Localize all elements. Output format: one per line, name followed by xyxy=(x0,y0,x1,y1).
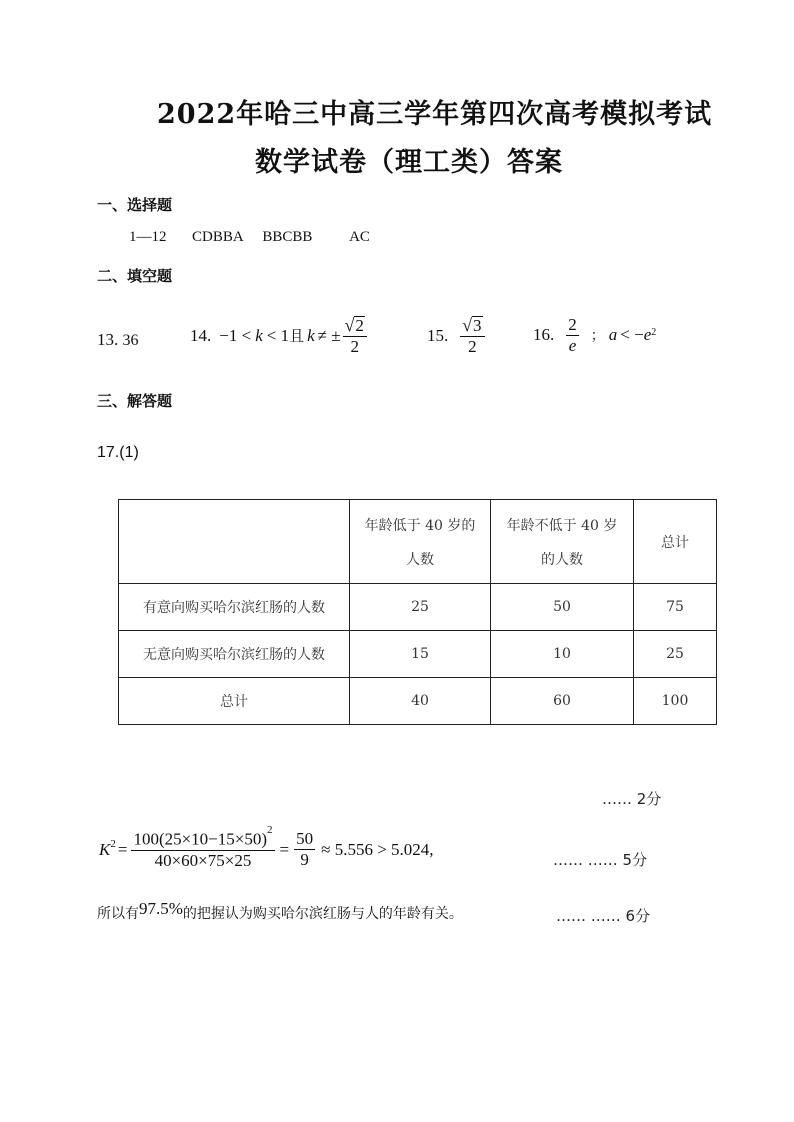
section-heading-solve: 三、解答题 xyxy=(97,392,173,410)
table-header-cell xyxy=(350,500,491,584)
conclusion-post: 的把握认为购买哈尔滨红肠与人的年龄有关。 xyxy=(182,906,463,922)
q16-exp: 2 xyxy=(651,326,657,338)
answer-15 xyxy=(427,316,487,356)
page-title: 2022年哈三中高三学年第四次高考模拟考试 xyxy=(157,99,713,130)
section-heading-fill: 二、填空题 xyxy=(97,267,173,285)
formula-num-exp: 2 xyxy=(267,824,273,836)
q16-frac-den: e xyxy=(568,335,577,355)
q15-fraction: √ 3 2 xyxy=(460,316,484,356)
q15-frac-num: 3 xyxy=(473,316,482,335)
table-cell: 无意向购买哈尔滨红肠的人数 xyxy=(119,631,350,678)
q16-fraction xyxy=(566,316,579,355)
table-row xyxy=(119,584,717,631)
formula-eq2: = xyxy=(279,839,290,859)
contingency-table xyxy=(118,499,717,725)
section-heading-choice: 一、选择题 xyxy=(97,196,173,214)
score-mark-2: …… 2分 xyxy=(602,790,662,808)
q14-frac-den: 2 xyxy=(350,336,359,356)
table-header-cell: 总计 xyxy=(634,500,717,584)
answer-13 xyxy=(97,330,139,350)
q14-fraction: √ 2 2 xyxy=(343,316,367,356)
page-subtitle: 数学试卷（理工类）答案 xyxy=(255,147,563,178)
formula-frac-num: 50 xyxy=(296,829,314,849)
choice-group-2: BBCBB xyxy=(262,229,313,245)
q16-base: e xyxy=(643,325,652,345)
table-cell: 40 xyxy=(350,678,491,725)
q14-conj: 且 xyxy=(289,327,305,346)
score-mark-5: …… …… 5分 xyxy=(553,851,648,869)
formula-num: 100(25×10−15×50) xyxy=(133,829,268,849)
header-line: 年龄不低于 40 岁 xyxy=(506,518,618,534)
table-cell: 总计 xyxy=(119,678,350,725)
q14-label: 14. xyxy=(190,325,212,345)
q16-var: a xyxy=(608,325,618,345)
q13-value: 36 xyxy=(122,332,139,349)
q14-rel: ≠ ± xyxy=(317,325,341,345)
chi-square-formula xyxy=(99,824,434,870)
table-cell: 有意向购买哈尔滨红肠的人数 xyxy=(119,584,350,631)
formula-result: ≈ 5.556 > 5.024, xyxy=(321,839,434,859)
table-cell: 15 xyxy=(350,631,491,678)
header-line: 年龄低于 40 岁的 xyxy=(364,518,476,534)
conclusion-percent: 97.5% xyxy=(139,899,183,918)
formula-lhs: K xyxy=(99,839,111,859)
q16-sep: ； xyxy=(590,329,605,345)
choice-group-1: CDBBA xyxy=(192,229,243,245)
q14-mid: < 1 xyxy=(266,325,290,345)
q16-label: 16. xyxy=(533,325,555,345)
score-mark-6: …… …… 6分 xyxy=(556,907,651,925)
table-cell: 25 xyxy=(634,631,717,678)
choice-range: 1—12 xyxy=(129,229,167,245)
choice-answers xyxy=(129,229,370,246)
q15-label: 15. xyxy=(427,325,449,345)
q14-var2: k xyxy=(307,325,315,345)
answer-14 xyxy=(190,316,369,356)
formula-frac-den: 9 xyxy=(300,850,309,870)
q17-label: 17.(1) xyxy=(97,444,139,461)
formula-result-fraction xyxy=(294,830,315,869)
table-cell: 75 xyxy=(634,584,717,631)
formula-den: 40×60×75×25 xyxy=(154,850,252,870)
table-header-cell xyxy=(491,500,634,584)
formula-lhs-exp: 2 xyxy=(110,837,116,850)
table-cell: 10 xyxy=(491,631,634,678)
table-row xyxy=(119,678,717,725)
answer-16 xyxy=(533,316,656,355)
q14-prefix: −1 < xyxy=(219,325,252,345)
table-cell: 100 xyxy=(634,678,717,725)
q14-var: k xyxy=(255,325,263,345)
table-header-cell xyxy=(119,500,350,584)
conclusion xyxy=(97,899,463,923)
formula-eq: = xyxy=(117,839,128,859)
q16-frac-num: 2 xyxy=(568,315,577,334)
conclusion-pre: 所以有 xyxy=(97,906,139,922)
q15-frac-den: 2 xyxy=(468,336,477,356)
formula-main-fraction xyxy=(131,824,274,870)
header-line: 的人数 xyxy=(541,552,583,568)
header-line: 人数 xyxy=(406,552,434,568)
table-cell: 50 xyxy=(491,584,634,631)
table-header-row xyxy=(119,500,717,584)
table-cell: 25 xyxy=(350,584,491,631)
q16-rel: < − xyxy=(620,325,644,345)
choice-group-3: AC xyxy=(349,229,370,245)
table-cell: 60 xyxy=(491,678,634,725)
q13-label: 13. xyxy=(97,330,119,349)
table-row xyxy=(119,631,717,678)
q14-frac-num: 2 xyxy=(355,316,364,335)
